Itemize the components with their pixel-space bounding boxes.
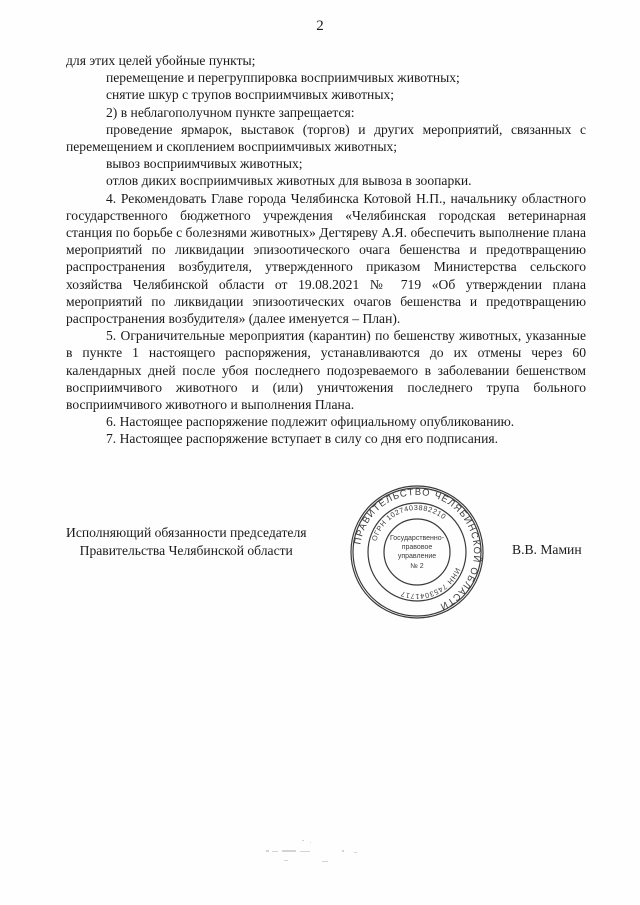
document-body xyxy=(66,52,586,448)
paragraph: для этих целей убойные пункты; xyxy=(66,53,256,68)
official-seal-stamp xyxy=(348,483,486,621)
seal-inn-text: ИНН 7453041717 xyxy=(399,566,463,602)
scan-noise-marks xyxy=(262,838,382,868)
paragraph: перемещение и перегруппировка восприимчивых животных; xyxy=(106,70,460,86)
signatory-position xyxy=(66,524,307,560)
seal-inner-line-1: Государственно- xyxy=(389,535,445,542)
paragraph: 2) в неблагополучном пункте запрещается: xyxy=(106,104,355,120)
paragraph: проведение ярмарок, выставок (торгов) и других мероприятий, связанных с перемещением и скоплением восприимчивых животных; xyxy=(66,121,586,155)
paragraph: вывоз восприимчивых животных; xyxy=(106,156,303,172)
paragraph: 5. Ограничительные мероприятия (карантин) по бешенству животных, указанные в пункте 1 настоящего распоряжения, устанавливаются до их отмены через 60 календарных дней после убоя последнего подозреваемого в заболевании бешенством восприимчивого животного и (или) уничтожения последнего трупа больного восприимчивого животного и выполнения Плана. xyxy=(66,328,586,413)
page-number: 2 xyxy=(316,18,324,34)
paragraph: 6. Настоящее распоряжение подлежит официальному опубликованию. xyxy=(106,414,515,430)
paragraph: отлов диких восприимчивых животных для вывоза в зоопарки. xyxy=(106,173,472,189)
seal-outer-text: ПРАВИТЕЛЬСТВО ЧЕЛЯБИНСКОЙ ОБЛАСТИ xyxy=(351,485,484,613)
seal-inner-line-2: правовое xyxy=(401,544,433,551)
seal-inner-line-3: управление xyxy=(397,553,437,560)
seal-ogrn-text: ОГРН 1027403882210 xyxy=(369,502,449,543)
seal-inner-line-4: № 2 xyxy=(410,563,424,570)
signatory-position-line-1: Исполняющий обязанности председателя xyxy=(66,525,307,540)
paragraph: 4. Рекомендовать Главе города Челябинска Котовой Н.П., начальнику областного государственного бюджетного учреждения «Челябинская городская ветеринарная станция по борьбе с болезнями животных» Дегтяреву А.Я. обеспечить выполнение плана мероприятий по ликвидации эпизоотического очага бешенства и предотвращению распространения возбудителя, утвержденного приказом Министерства сельского хозяйства Челябинской области от 19.08.2021 № 719 «Об утверждении плана мероприятий по ликвидации эпизоотических очагов бешенства и предотвращению распространения возбудителя» (далее именуется – План). xyxy=(66,190,586,327)
paragraph: 7. Настоящее распоряжение вступает в силу со дня его подписания. xyxy=(106,431,499,447)
signatory-position-line-2: Правительства Челябинской области xyxy=(79,543,293,558)
paragraph: снятие шкур с трупов восприимчивых животных; xyxy=(106,87,395,103)
signatory-name: В.В. Мамин xyxy=(512,542,582,557)
